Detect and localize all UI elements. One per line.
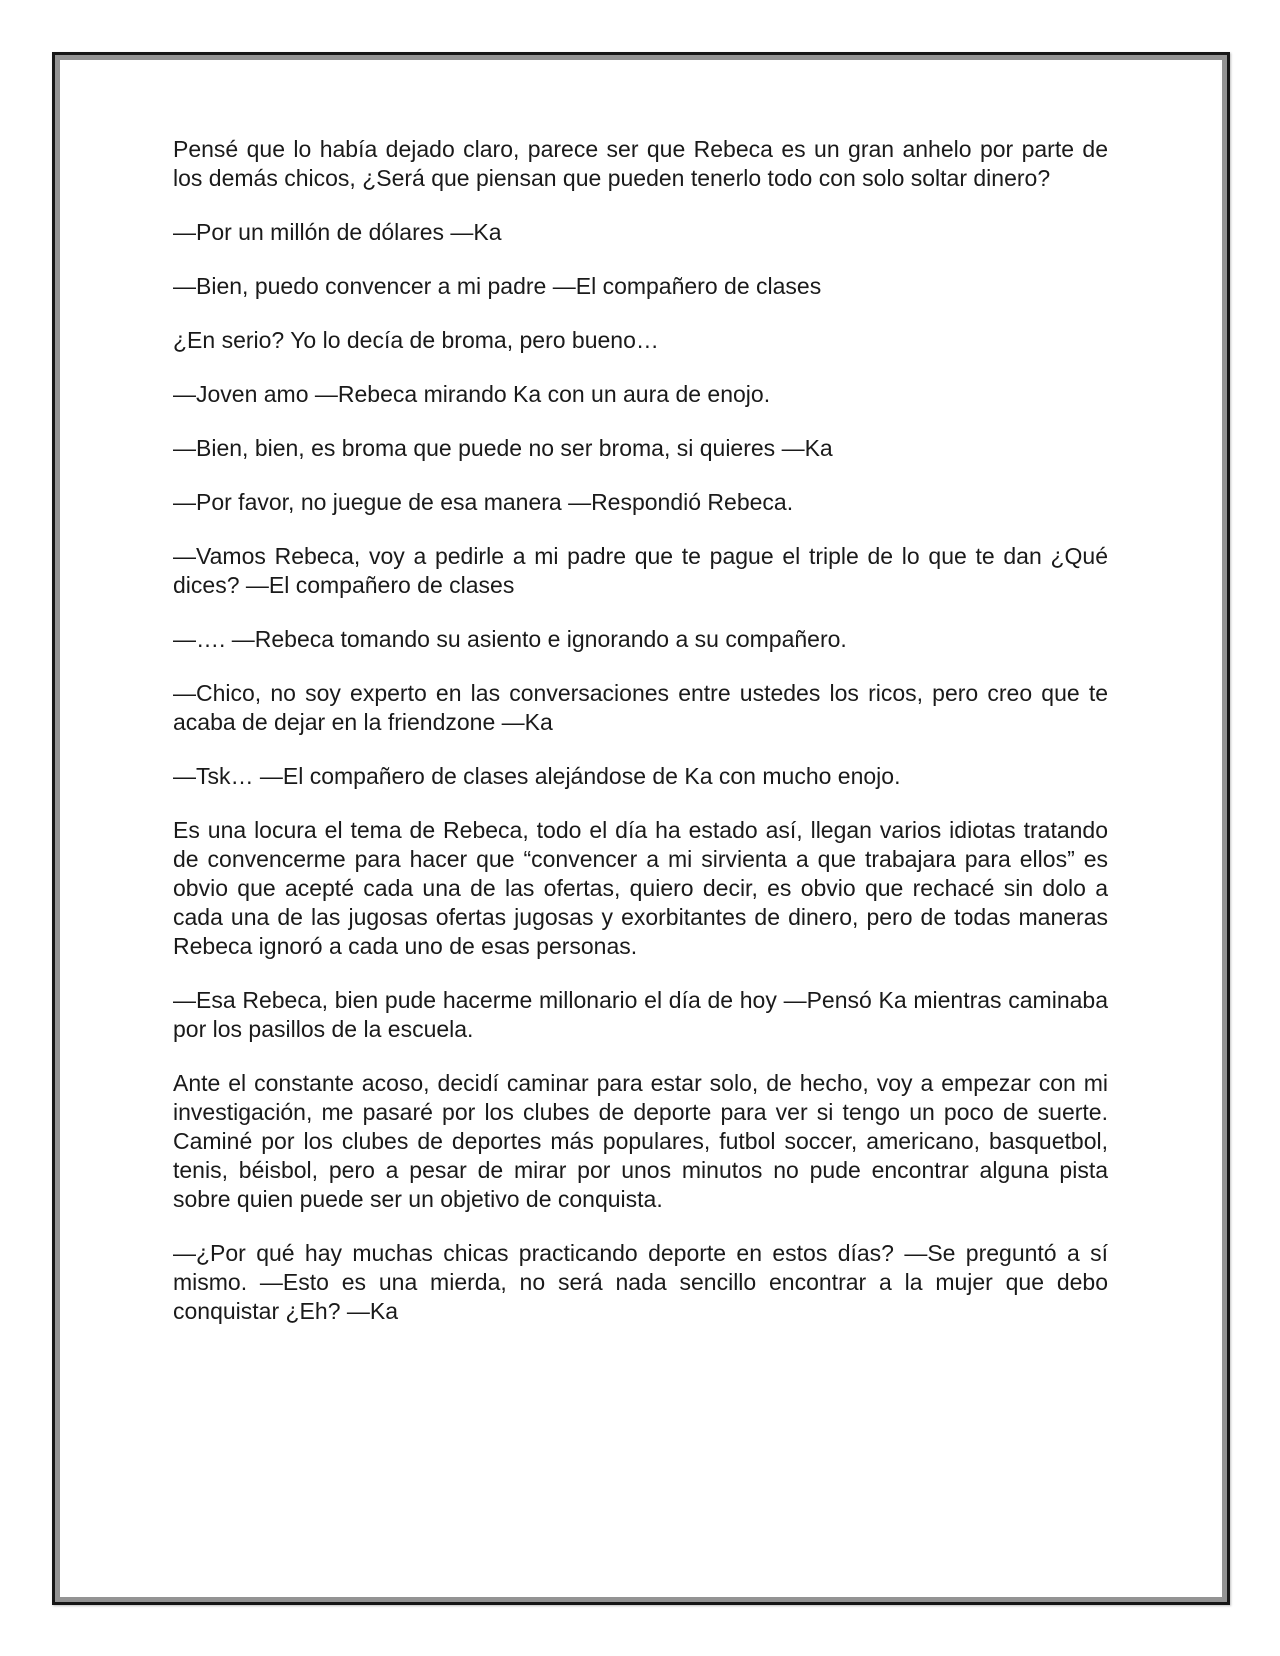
paragraph: —Esa Rebeca, bien pude hacerme millonario el día de hoy —Pensó Ka mientras caminaba por los pasillos de la escuela. bbox=[173, 987, 1108, 1042]
paragraph: —Tsk… —El compañero de clases alejándose de Ka con mucho enojo. bbox=[173, 763, 901, 789]
paragraph: —Bien, puedo convencer a mi padre —El compañero de clases bbox=[173, 273, 822, 299]
paragraph: ¿En serio? Yo lo decía de broma, pero bueno… bbox=[173, 327, 659, 353]
paragraph: Pensé que lo había dejado claro, parece ser que Rebeca es un gran anhelo por parte de los demás chicos, ¿Será que piensan que pueden tenerlo todo con solo soltar dinero? bbox=[173, 136, 1108, 191]
document-text-block bbox=[55, 55, 1227, 1602]
paragraph: Es una locura el tema de Rebeca, todo el día ha estado así, llegan varios idiotas tratando de convencerme para hacer que “convencer a mi sirvienta a que trabajara para ellos” es obvio que acepté cada una de las ofertas, quiero decir, es obvio que rechacé sin dolo a cada una de las jugosas ofertas jugosas y exorbitantes de dinero, pero de todas maneras Rebeca ignoró a cada uno de esas personas. bbox=[173, 817, 1108, 959]
paragraph: —Bien, bien, es broma que puede no ser broma, si quieres —Ka bbox=[173, 435, 833, 461]
paragraph: —Por favor, no juegue de esa manera —Respondió Rebeca. bbox=[173, 489, 794, 515]
paragraph: —Joven amo —Rebeca mirando Ka con un aura de enojo. bbox=[173, 381, 771, 407]
paragraph: —…. —Rebeca tomando su asiento e ignorando a su compañero. bbox=[173, 626, 847, 652]
paragraph: —Chico, no soy experto en las conversaciones entre ustedes los ricos, pero creo que te acaba de dejar en la friendzone —Ka bbox=[173, 680, 1108, 735]
paragraph: —Por un millón de dólares —Ka bbox=[173, 219, 502, 245]
paragraph: —¿Por qué hay muchas chicas practicando deporte en estos días? —Se preguntó a sí mismo. —Esto es una mierda, no será nada sencillo encontrar a la mujer que debo conquistar ¿Eh? —Ka bbox=[173, 1240, 1108, 1324]
page-border-frame bbox=[52, 52, 1230, 1605]
paragraph: Ante el constante acoso, decidí caminar para estar solo, de hecho, voy a empezar con mi investigación, me pasaré por los clubes de deporte para ver si tengo un poco de suerte. Caminé por los clubes de deportes más populares, futbol soccer, americano, basquetbol, tenis, béisbol, pero a pesar de mirar por unos minutos no pude encontrar alguna pista sobre quien puede ser un objetivo de conquista. bbox=[173, 1070, 1108, 1212]
paragraph: —Vamos Rebeca, voy a pedirle a mi padre que te pague el triple de lo que te dan ¿Qué dices? —El compañero de clases bbox=[173, 543, 1108, 598]
